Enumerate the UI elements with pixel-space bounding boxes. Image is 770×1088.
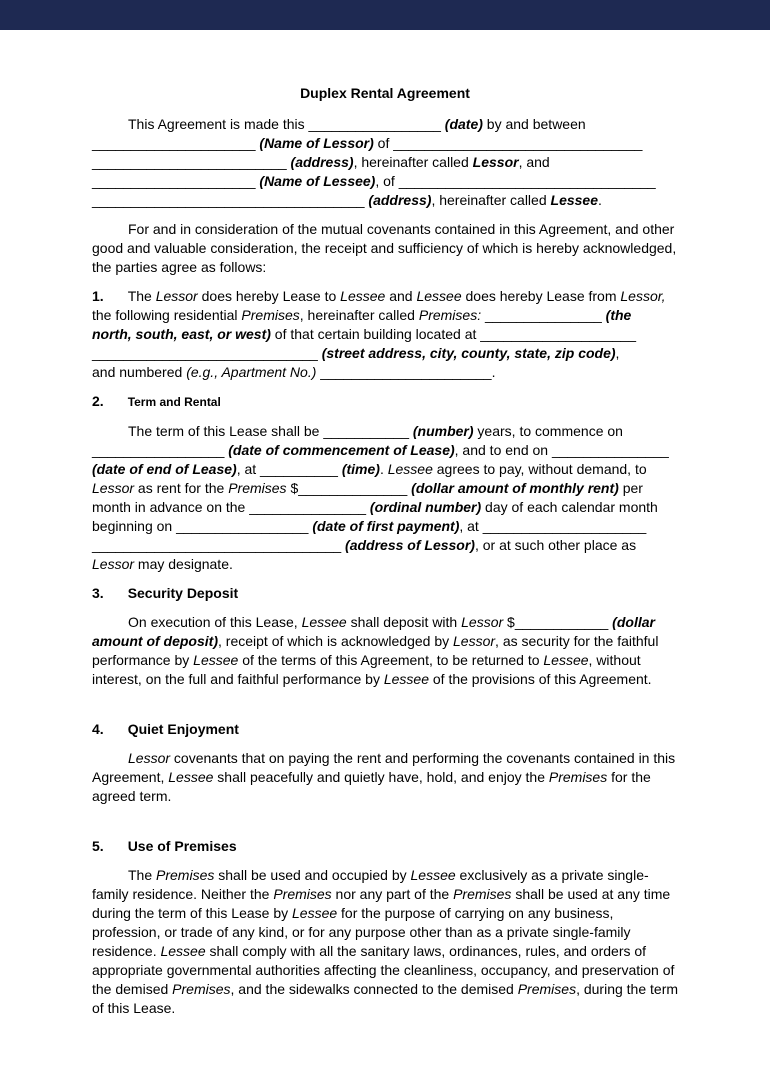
text-run: , or at such other place as [474,537,637,553]
text-run: Premises: [418,307,482,323]
text-run: as rent for the [134,480,229,496]
text-run: Lessor [92,556,135,572]
paragraph [92,749,678,806]
text-run: The term of this Lease shall be [128,423,324,439]
text-run: of that certain building located at [270,326,481,342]
blank-field[interactable]: ____________________ [480,326,636,342]
text-run: , at [236,461,261,477]
text-run: exclusively as a private single-family residence. Neither the [92,867,649,902]
blank-field[interactable]: ________________________________ [92,537,342,553]
text-run: day of each calendar month [481,499,658,515]
text-run: for the purpose of carrying on any business, profession, or trade of any kind, or for any purpose other than as a private single-family residence. [92,905,631,959]
text-run: The [127,288,156,304]
text-run: (dollar amount of monthly rent) [411,480,619,496]
blank-field[interactable]: ___________ [323,423,409,439]
text-run: $ [286,480,299,496]
text-run: 2. [92,393,104,409]
blank-field[interactable]: ______________ [298,480,408,496]
text-run: , during the term of this Lease. [92,981,679,1016]
paragraph [92,220,678,277]
document [0,30,770,1088]
blank-field[interactable]: _________________________________ [398,173,656,189]
text-run: (address of Lessor) [345,537,475,553]
blank-field[interactable]: _____________________ [92,173,256,189]
text-run: shall be used and occupied by [214,867,411,883]
text-run: Premises [172,981,231,997]
text-run: , receipt of which is acknowledged by [218,633,454,649]
paragraph [92,866,678,1018]
text-run: , as security for the faithful performance by [92,633,659,668]
text-run: Premises [453,886,512,902]
text-run: Lessee [340,288,386,304]
text-run: by and between [482,116,586,132]
text-run: Lessor [453,633,496,649]
text-run: , and the sidewalks connected to the demised [230,981,518,997]
text-run: Lessor [128,750,171,766]
text-run: , hereinafter called [299,307,419,323]
text-run: and [385,288,417,304]
text-run: Lessor [155,288,198,304]
blank-field[interactable]: _____________________ [92,135,256,151]
text-run: 3. [92,585,104,601]
text-run: agrees to pay, without demand, to [432,461,647,477]
text-run: Premises [228,480,287,496]
text-run: . [491,364,496,380]
text-run: (date of first payment) [312,518,460,534]
blank-field[interactable]: ______________________ [320,364,492,380]
blank-field[interactable]: _________________________ [92,154,287,170]
section-heading [92,392,678,412]
text-run: , of [375,173,399,189]
text-run: covenants that on paying the rent and performing the covenants contained in this Agreement, [92,750,676,785]
text-run: This Agreement is made this [128,116,309,132]
text-run: and numbered [92,364,187,380]
text-run: , hereinafter called [431,192,551,208]
text-run: shall comply with all the sanitary laws, ordinances, rules, and orders of appropriate governmental authorities affecting the cleanliness, occupancy, and preservation of the demised [92,943,675,997]
text-run: $ [503,614,515,630]
text-run: Quiet Enjoyment [127,721,239,737]
text-run: Lessor [472,154,519,170]
text-run: (address) [290,154,354,170]
document-title: Duplex Rental Agreement [300,85,470,101]
text-run: . [379,461,388,477]
section-heading [92,837,678,856]
text-run: Premises [241,307,300,323]
blank-field[interactable]: _________________ [176,518,309,534]
text-run: (street address, city, county, state, zip code) [321,345,616,361]
text-run: (Name of Lessee) [259,173,376,189]
text-run: (date) [444,116,483,132]
text-run: Lessor [461,614,504,630]
site-header-bar [0,0,770,30]
text-run: Lessee [387,461,433,477]
text-run: (time) [341,461,380,477]
text-run: For and in consideration of the mutual covenants contained in this Agreement, and other good and valuable consideration, the receipt and sufficiency of which is hereby acknowledged, the parties agree as follows: [92,221,677,275]
blank-field[interactable]: ____________ [514,614,609,630]
text-run: Premises [517,981,577,997]
text-run: does hereby Lease to [197,288,341,304]
text-run: years, to commence on [473,423,623,439]
text-run: may designate. [134,556,233,572]
text-run: the following residential [92,307,242,323]
text-run: , hereinafter called [353,154,473,170]
text-run: Security Deposit [127,585,239,601]
text-run: Use of Premises [127,838,237,854]
text-run: (Name of Lessor) [259,135,374,151]
text-run: per [618,480,643,496]
text-run: shall peacefully and quietly have, hold, and enjoy the [213,769,549,785]
blank-field[interactable]: _____________________________ [92,345,318,361]
text-run: (ordinal number) [369,499,482,515]
text-run: of [373,135,394,151]
blank-field[interactable]: _______________ [484,307,602,323]
text-run: (e.g., Apartment No.) [186,364,317,380]
text-run: Premises [156,867,215,883]
text-run: 1. [92,288,104,304]
text-run: (date of end of Lease) [92,461,237,477]
text-run: (address) [368,192,432,208]
text-run: Lessee [383,671,429,687]
text-run: Lessee [410,867,456,883]
text-run: Premises [273,886,332,902]
text-run: Lessee [416,288,462,304]
section-heading [92,720,678,739]
blank-field[interactable]: _________________ [308,116,441,132]
text-run: nor any part of the [331,886,454,902]
blank-field[interactable]: ________________________________ [393,135,643,151]
text-run: for the agreed term. [92,769,651,804]
text-run: month in advance on the [92,499,250,515]
blank-field[interactable]: __________ [260,461,338,477]
text-run: of the terms of this Agreement, to be returned to [238,652,544,668]
text-run: 4. [92,721,104,737]
text-run: Lessor [92,480,135,496]
text-run: (the [605,307,632,323]
text-run: , and to end on [454,442,552,458]
text-run: Premises [548,769,608,785]
text-run: , [615,345,620,361]
text-run: , without interest, on the full and faithful performance by [92,652,641,687]
text-run: shall be used at any time during the term of this Lease by [92,886,671,921]
text-run: beginning on [92,518,177,534]
text-run: Lessee [301,614,347,630]
text-run: Lessee [193,652,239,668]
text-run: On execution of this Lease, [128,614,302,630]
text-run: does hereby Lease from [461,288,621,304]
document-body [92,115,678,1018]
paragraph [92,422,678,574]
spacer [92,816,678,830]
text-run: (number) [412,423,474,439]
text-run: Lessee [543,652,589,668]
text-run: The [128,867,157,883]
text-run: Lessee [550,192,598,208]
blank-field[interactable]: _____________________ [482,518,647,534]
text-run: of the provisions of this Agreement. [429,671,652,687]
text-run: Lessee [292,905,338,921]
paragraph [92,287,678,382]
blank-field[interactable]: _______________ [551,442,669,458]
text-run: shall deposit with [346,614,462,630]
paragraph [92,115,678,210]
text-run: Term and Rental [127,395,221,409]
text-run: (date of commencement of Lease) [228,442,455,458]
text-run: north, south, east, or west) [92,326,271,342]
text-run: (dollar amount of deposit) [92,614,655,649]
text-run: 5. [92,838,104,854]
text-run: , and [518,154,550,170]
text-run: Lessee [160,943,206,959]
text-run: , at [459,518,483,534]
blank-field[interactable]: _________________ [92,442,225,458]
blank-field[interactable]: _______________ [249,499,367,515]
blank-field[interactable]: ___________________________________ [92,192,365,208]
paragraph [92,613,678,689]
text-run: . [598,192,602,208]
section-heading [92,584,678,603]
text-run: Lessor, [620,288,666,304]
spacer [92,699,678,713]
text-run: Lessee [168,769,214,785]
